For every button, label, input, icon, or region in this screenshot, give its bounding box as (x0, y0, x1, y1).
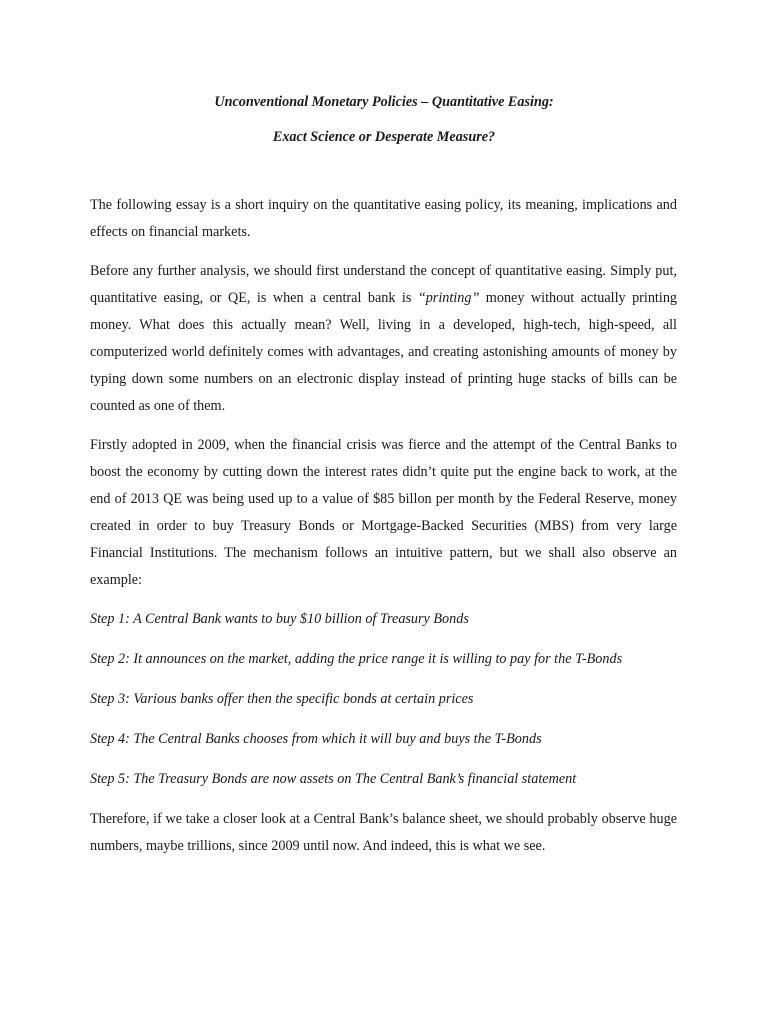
printing-emphasis: “printing” (417, 290, 480, 306)
step-3: Step 3: Various banks offer then the specific bonds at certain prices (90, 691, 474, 707)
paragraph-concept-before: Before any further analysis, we should first understand the concept of quantitative easing. Simply put, quantitative easing, or QE, is when a central bank is (90, 263, 677, 306)
step-1: Step 1: A Central Bank wants to buy $10 billion of Treasury Bonds (90, 611, 469, 627)
paragraph-intro: The following essay is a short inquiry on the quantitative easing policy, its meaning, implications and effects on financial markets. (90, 197, 677, 240)
paragraph-closing: Therefore, if we take a closer look at a Central Bank’s balance sheet, we should probably observe huge numbers, maybe trillions, since 2009 until now. And indeed, this is what we see. (90, 811, 677, 854)
title-line-1: Unconventional Monetary Policies – Quantitative Easing: (214, 94, 554, 110)
title-line-2: Exact Science or Desperate Measure? (272, 129, 496, 145)
paragraph-concept (90, 258, 677, 420)
step-4: Step 4: The Central Banks chooses from which it will buy and buys the T-Bonds (90, 731, 542, 747)
step-2: Step 2: It announces on the market, adding the price range it is willing to pay for the T-Bonds (90, 651, 623, 667)
paragraph-concept-after: money without actually printing money. What does this actually mean? Well, living in a developed, high-tech, high-speed, all computerized world definitely comes with advantages, and creating astonishing amounts of money by typing down some numbers on an electronic display instead of printing huge stacks of bills can be counted as one of them. (90, 290, 678, 414)
paragraph-history: Firstly adopted in 2009, when the financial crisis was fierce and the attempt of the Central Banks to boost the economy by cutting down the interest rates didn’t quite put the engine back to work, at the end of 2013 QE was being used up to a value of $85 billon per month by the Federal Reserve, money created in order to buy Treasury Bonds or Mortgage-Backed Securities (MBS) from very large Financial Institutions. The mechanism follows an intuitive pattern, but we shall also observe an example: (90, 437, 677, 588)
document-body (90, 192, 677, 872)
step-5: Step 5: The Treasury Bonds are now assets on The Central Bank’s financial statement (90, 771, 577, 787)
